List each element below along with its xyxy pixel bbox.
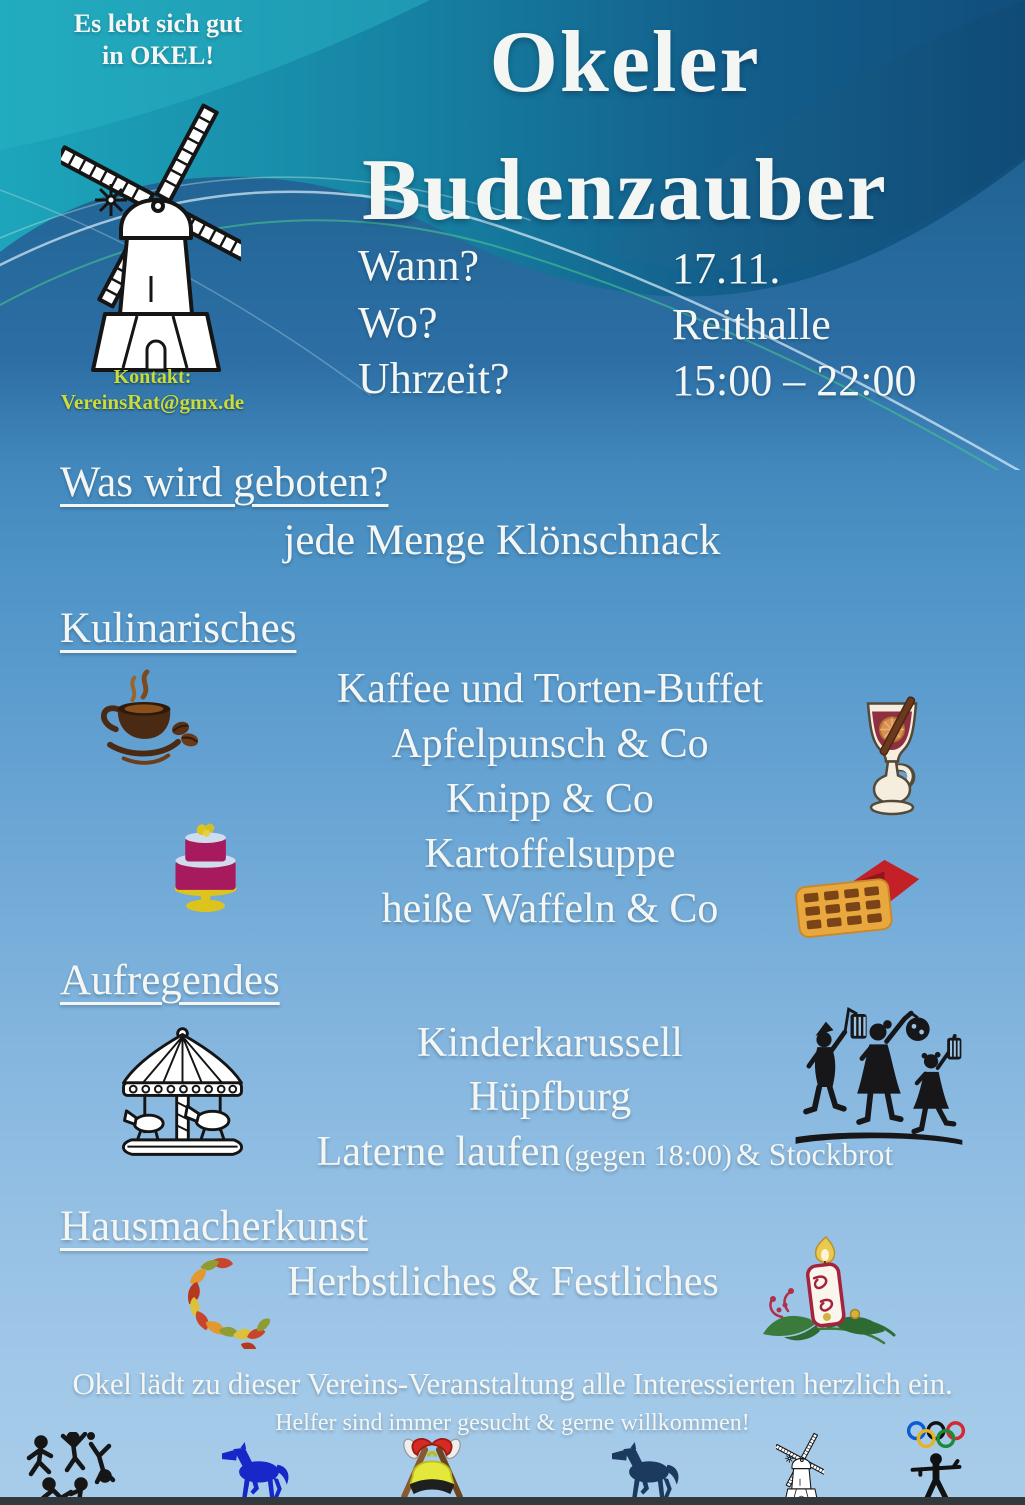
poster-title-line2: Budenzauber — [362, 142, 888, 239]
poster-title-line1: Okeler — [489, 14, 761, 111]
list-item: Kartoffelsuppe — [424, 831, 676, 877]
section-heading-aufregendes: Aufregendes — [60, 957, 280, 1004]
laterne-detail: (gegen 18:00) — [564, 1139, 732, 1172]
answer-location: Reithalle — [672, 300, 831, 349]
windmill-icon — [56, 78, 246, 378]
lantern-children-icon — [788, 1000, 968, 1155]
list-item: Knipp & Co — [446, 776, 654, 822]
intro-item: jede Menge Klönschnack — [283, 517, 721, 564]
list-item: Hüpfburg — [468, 1074, 632, 1120]
windmill-small-icon — [760, 1426, 840, 1505]
answer-date: 17.11. — [672, 244, 781, 293]
section-heading-hausmacherkunst: Hausmacherkunst — [60, 1203, 369, 1250]
list-item: Kinderkarussell — [417, 1020, 683, 1066]
footer-helpers: Helfer sind immer gesucht & gerne willkommen! — [275, 1410, 750, 1436]
footer-invitation: Okel lädt zu dieser Vereins-Veranstaltung alle Interessierten herzlich ein. — [72, 1366, 953, 1401]
question-when: Wann? — [358, 241, 480, 290]
tagline-line1: Es lebt sich gut — [73, 9, 243, 38]
cake-icon — [164, 808, 248, 916]
punch-glass-icon — [852, 696, 932, 824]
section-heading-intro: Was wird geboten? — [60, 459, 389, 506]
carousel-icon — [110, 1024, 255, 1161]
candle-icon — [758, 1230, 898, 1352]
olympic-shooter-icon — [896, 1418, 976, 1505]
list-item: Kaffee und Torten-Buffet — [336, 666, 764, 712]
fire-brigade-icon — [382, 1434, 482, 1505]
question-where: Wo? — [358, 298, 438, 347]
tagline-line2: in OKEL! — [102, 40, 214, 70]
hausmacherkunst-item: Herbstliches & Festliches — [287, 1259, 719, 1305]
acrobats-icon — [25, 1432, 120, 1505]
list-item: Apfelpunsch & Co — [391, 721, 709, 767]
navy-horse-icon — [598, 1442, 690, 1505]
coffee-icon — [90, 668, 198, 770]
blue-horse-icon — [208, 1442, 300, 1505]
contact-email: VereinsRat@gmx.de — [60, 389, 245, 414]
question-time: Uhrzeit? — [358, 354, 510, 403]
list-item: heiße Waffeln & Co — [381, 886, 719, 932]
contact-block — [25, 366, 280, 414]
contact-label: Kontakt: — [113, 366, 192, 388]
bottom-edge-strip — [0, 1497, 1025, 1505]
laterne-extra: & Stockbrot — [735, 1136, 894, 1172]
section-heading-kulinarisches: Kulinarisches — [60, 605, 297, 652]
autumn-leaves-icon — [175, 1254, 270, 1349]
answer-time: 15:00 – 22:00 — [672, 356, 917, 405]
laterne-main: Laterne laufen — [316, 1129, 561, 1175]
waffle-icon — [790, 856, 924, 938]
